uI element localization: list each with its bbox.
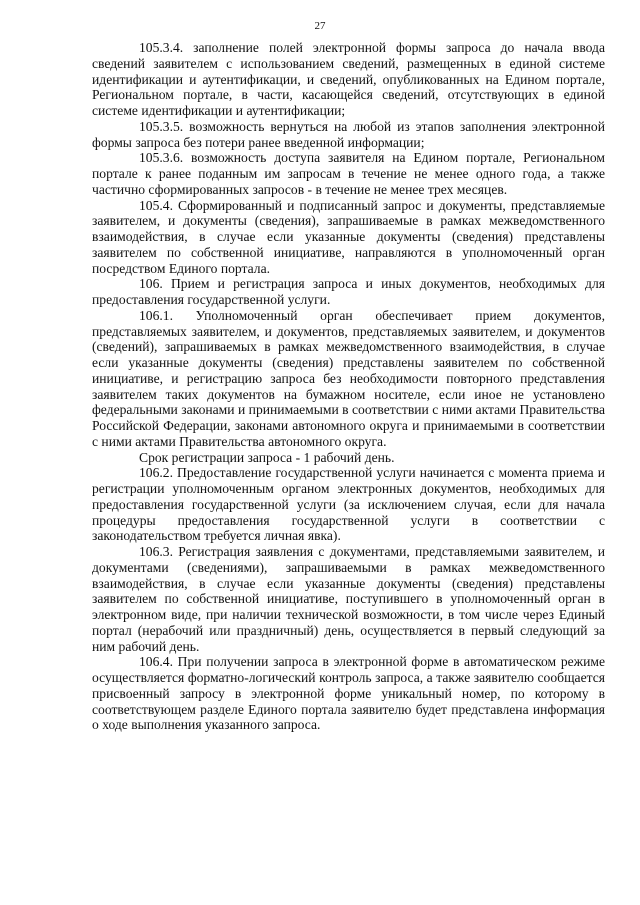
paragraph-106-4: 106.4. При получении запроса в электронной форме в автоматическом режиме осуществляется форматно-логический контроль запроса, а также заявителю сообщается присвоенный запросу в электронной форме уникальный номер, по которому в соответствующем разделе Единого портала заявителю будет представлена информация о ходе выполнения указанного запроса. bbox=[92, 654, 605, 733]
paragraph-106-1: 106.1. Уполномоченный орган обеспечивает прием документов, представляемых заявителем, и документов, представляемых заявителем, и документов (сведений), запрашиваемых в рамках межведомственного взаимодействия, в случае если указанные документы (сведения) представлены заявителем по собственной инициативе, и регистрацию запроса без необходимости повторного представления заявителем таких документов на бумажном носителе, если иное не установлено федеральными законами и принимаемыми в соответствии с ними актами Правительства Российской Федерации, законами автономного округа и принимаемыми в соответствии с ними актами Правительства автономного округа. bbox=[92, 307, 605, 449]
paragraph-105-3-4: 105.3.4. заполнение полей электронной формы запроса до начала ввода сведений заявителем с использованием сведений, размещенных в единой системе идентификации и аутентификации, и сведений, опубликованных на Едином портале, Региональном портале, в части, касающейся сведений, отсутствующих в единой системе идентификации и аутентификации; bbox=[92, 40, 605, 118]
paragraph-105-3-5: 105.3.5. возможность вернуться на любой из этапов заполнения электронной формы запроса без потери ранее введенной информации; bbox=[92, 118, 605, 150]
page-number: 27 bbox=[314, 20, 326, 32]
paragraph-106: 106. Прием и регистрация запроса и иных документов, необходимых для предоставления государственной услуги. bbox=[92, 276, 605, 307]
paragraph-105-3-6: 105.3.6. возможность доступа заявителя на Едином портале, Региональном портале к ранее поданным им запросам в течение не менее одного года, а также частично сформированных запросов - в течение не менее трех месяцев. bbox=[92, 150, 605, 197]
paragraph-106-3: 106.3. Регистрация заявления с документами, представляемыми заявителем, и документами (сведениями), запрашиваемыми в рамках межведомственного взаимодействия, в случае если указанные документы (сведения) представлены заявителем по собственной инициативе, поступившего в уполномоченный орган в электронном виде, при наличии технической возможности, в том числе через Единый портал (нерабочий или праздничный) день, осуществляется в первый следующий за ним рабочий день. bbox=[92, 544, 605, 654]
document-body bbox=[92, 40, 605, 733]
paragraph-106-2: 106.2. Предоставление государственной услуги начинается с момента приема и регистрации уполномоченным органом электронных документов, необходимых для предоставления государственной услуги (за исключением случая, если для начала процедуры предоставления государственной услуги в соответствии с законодательством требуется личная явка). bbox=[92, 465, 605, 544]
paragraph-registration-term: Срок регистрации запроса - 1 рабочий день. bbox=[139, 449, 395, 465]
paragraph-105-4: 105.4. Сформированный и подписанный запрос и документы, представляемые заявителем, и документы (сведения), запрашиваемые в рамках межведомственного взаимодействия, в случае если указанные документы (сведения) представлены заявителем по собственной инициативе, направляются в уполномоченный орган посредством Единого портала. bbox=[92, 197, 605, 276]
